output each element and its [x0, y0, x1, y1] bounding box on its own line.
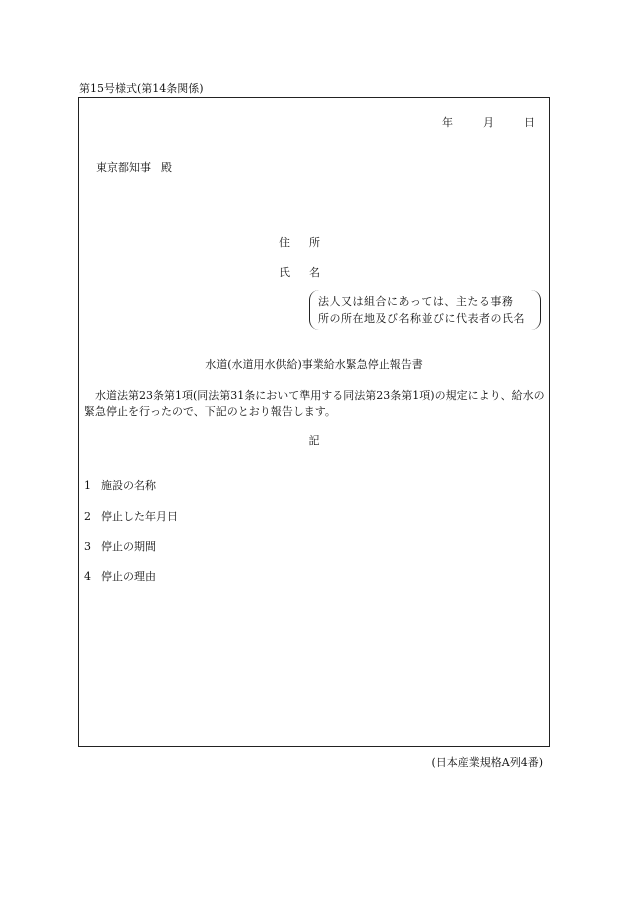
form-frame — [78, 97, 550, 747]
corporation-note — [309, 290, 541, 330]
item-label: 施設の名称 — [101, 479, 156, 492]
date-month-label: 月 — [483, 116, 494, 129]
body-text — [84, 388, 546, 420]
corporation-note-line-2: 所の所在地及び名称並びに代表者の氏名 — [318, 312, 525, 325]
date-year-label: 年 — [442, 116, 453, 129]
list-item — [84, 511, 178, 522]
item-number: 4 — [84, 570, 91, 583]
document-title: 水道(水道用水供給)事業給水緊急停止報告書 — [205, 358, 423, 371]
list-item — [84, 571, 156, 582]
date-row — [442, 117, 535, 128]
list-item — [84, 480, 156, 491]
form-number: 第15号様式(第14条関係) — [79, 82, 204, 95]
address-label: 住 所 — [279, 236, 320, 249]
paper-size-note: (日本産業規格A列4番) — [431, 756, 543, 769]
item-label: 停止の理由 — [101, 570, 156, 583]
addressee — [96, 162, 172, 173]
item-label: 停止した年月日 — [101, 510, 178, 523]
body-text-content: 水道法第23条第1項(同法第31条において準用する同法第23条第1項)の規定により、給水の緊急停止を行ったので、下記のとおり報告します。 — [84, 389, 545, 418]
item-label: 停止の期間 — [101, 540, 156, 553]
addressee-honorific: 殿 — [161, 161, 172, 174]
item-number: 2 — [84, 510, 91, 523]
corporation-note-line-1: 法人又は組合にあっては、主たる事務 — [318, 295, 514, 308]
item-number: 1 — [84, 479, 91, 492]
date-day-label: 日 — [524, 116, 535, 129]
addressee-name: 東京都知事 — [96, 161, 151, 174]
item-number: 3 — [84, 540, 91, 553]
ki-heading: 記 — [308, 434, 320, 447]
name-label: 氏 名 — [279, 266, 320, 279]
list-item — [84, 541, 156, 552]
